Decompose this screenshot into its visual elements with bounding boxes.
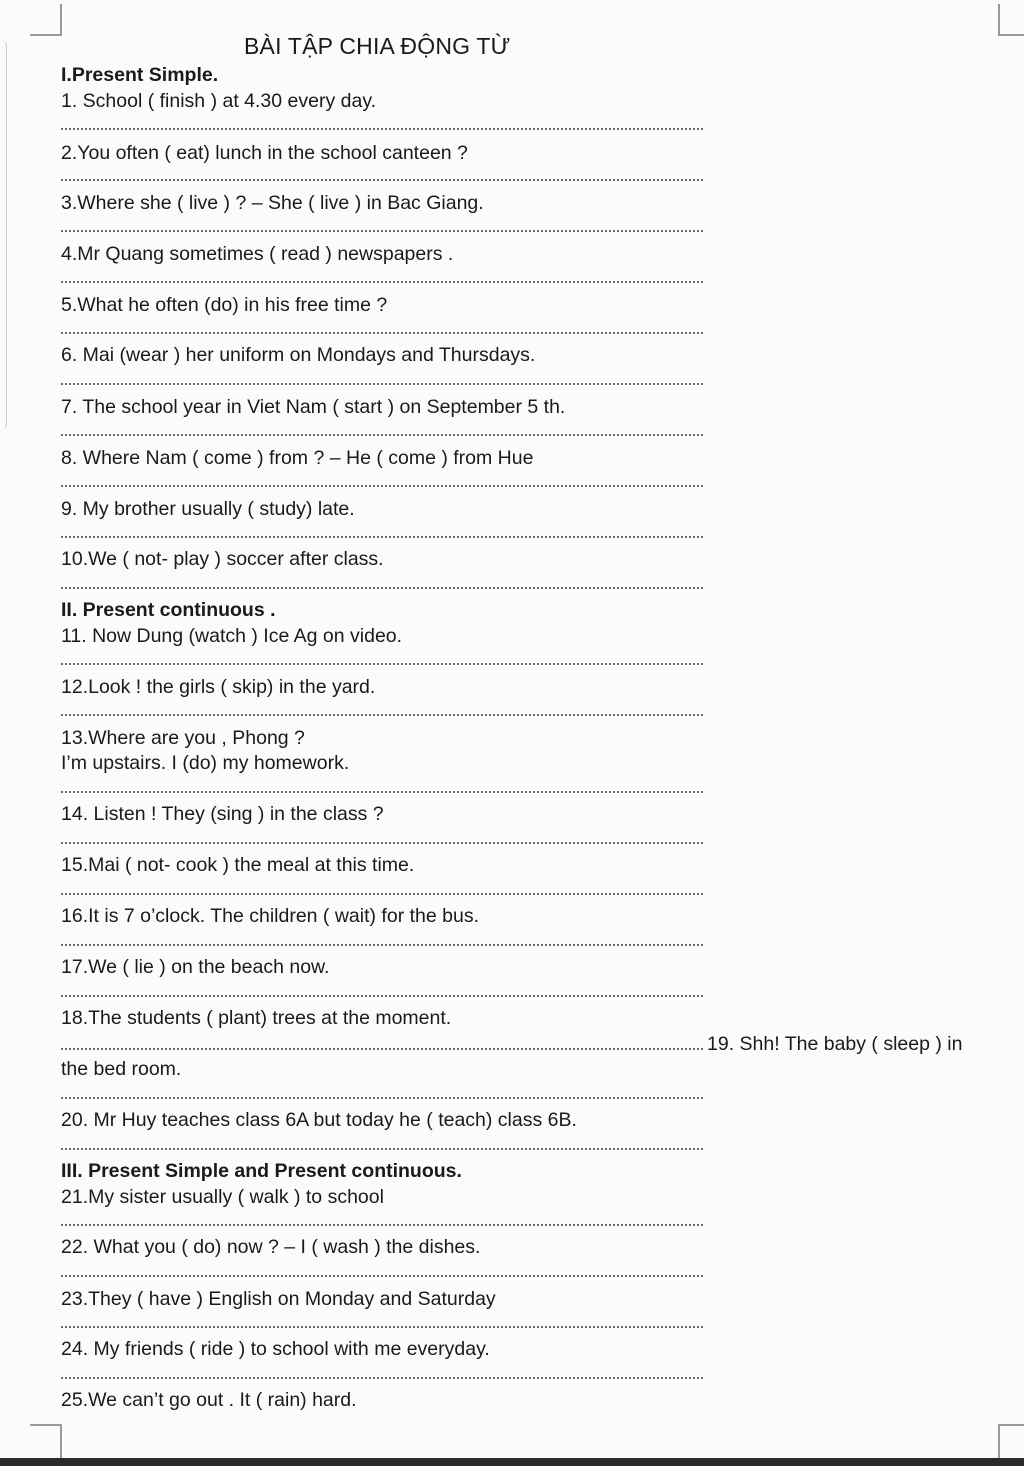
question-7: 7. The school year in Viet Nam ( start ) on September 5 th. [61, 396, 566, 418]
question-15: 15.Mai ( not- cook ) the meal at this time. [61, 854, 415, 876]
question-17: 17.We ( lie ) on the beach now. [61, 956, 330, 978]
question-3: 3.Where she ( live ) ? – She ( live ) in Bac Giang. [61, 192, 484, 214]
answer-line-23 [61, 1326, 703, 1328]
question-20: 20. Mr Huy teaches class 6A but today he ( teach) class 6B. [61, 1109, 577, 1131]
question-13-line-2: I’m upstairs. I (do) my homework. [61, 752, 350, 774]
question-5: 5.What he often (do) in his free time ? [61, 294, 388, 316]
question-8: 8. Where Nam ( come ) from ? – He ( come ) from Hue [61, 447, 534, 469]
question-11: 11. Now Dung (watch ) Ice Ag on video. [61, 625, 403, 647]
question-12: 12.Look ! the girls ( skip) in the yard. [61, 676, 376, 698]
answer-line-5 [61, 332, 703, 334]
answer-line-9 [61, 536, 703, 538]
question-22: 22. What you ( do) now ? – I ( wash ) the dishes. [61, 1236, 481, 1258]
question-6: 6. Mai (wear ) her uniform on Mondays and Thursdays. [61, 344, 536, 366]
section-heading-present-continuous: II. Present continuous . [61, 599, 276, 621]
answer-line-20 [61, 1148, 703, 1150]
question-14: 14. Listen ! They (sing ) in the class ? [61, 803, 384, 825]
question-19-line-2: the bed room. [61, 1058, 182, 1080]
answer-line-10 [61, 587, 703, 589]
answer-line-13 [61, 791, 703, 793]
bottom-border [0, 1458, 1024, 1466]
question-2: 2.You often ( eat) lunch in the school canteen ? [61, 142, 468, 164]
answer-line-4 [61, 281, 703, 283]
answer-line-7 [61, 434, 703, 436]
crop-mark-bottom-left [30, 1424, 62, 1460]
question-4: 4.Mr Quang sometimes ( read ) newspapers . [61, 243, 454, 265]
crop-mark-top-left [30, 4, 62, 36]
crop-mark-bottom-right [998, 1424, 1024, 1460]
question-16: 16.It is 7 o’clock. The children ( wait) for the bus. [61, 905, 479, 927]
section-heading-present-simple: I.Present Simple. [61, 64, 219, 86]
answer-line-21 [61, 1224, 703, 1226]
answer-line-16 [61, 944, 703, 946]
question-10: 10.We ( not- play ) soccer after class. [61, 548, 384, 570]
answer-line-11 [61, 663, 703, 665]
answer-line-17 [61, 995, 703, 997]
question-18: 18.The students ( plant) trees at the moment. [61, 1007, 452, 1029]
answer-line-1 [61, 128, 703, 130]
question-23: 23.They ( have ) English on Monday and Saturday [61, 1288, 496, 1310]
answer-line-12 [61, 714, 703, 716]
answer-line-6 [61, 383, 703, 385]
answer-line-8 [61, 485, 703, 487]
question-13-line-1: 13.Where are you , Phong ? [61, 727, 305, 749]
question-1: 1. School ( finish ) at 4.30 every day. [61, 90, 377, 112]
answer-line-15 [61, 893, 703, 895]
answer-line-22 [61, 1275, 703, 1277]
worksheet-title: BÀI TẬP CHIA ĐỘNG TỪ [244, 33, 511, 59]
question-24: 24. My friends ( ride ) to school with me everyday. [61, 1338, 490, 1360]
page-edge [0, 40, 7, 430]
answer-line-24 [61, 1377, 703, 1379]
answer-line-14 [61, 842, 703, 844]
answer-line-3 [61, 230, 703, 232]
answer-line-18 [61, 1048, 703, 1050]
section-heading-simple-and-continuous: III. Present Simple and Present continuous. [61, 1160, 462, 1182]
question-9: 9. My brother usually ( study) late. [61, 498, 355, 520]
answer-line-19 [61, 1097, 703, 1099]
question-19-line-1: 19. Shh! The baby ( sleep ) in [707, 1033, 963, 1055]
answer-line-2 [61, 179, 703, 181]
crop-mark-top-right [998, 4, 1024, 36]
question-21: 21.My sister usually ( walk ) to school [61, 1186, 384, 1208]
question-25: 25.We can’t go out . It ( rain) hard. [61, 1389, 357, 1411]
